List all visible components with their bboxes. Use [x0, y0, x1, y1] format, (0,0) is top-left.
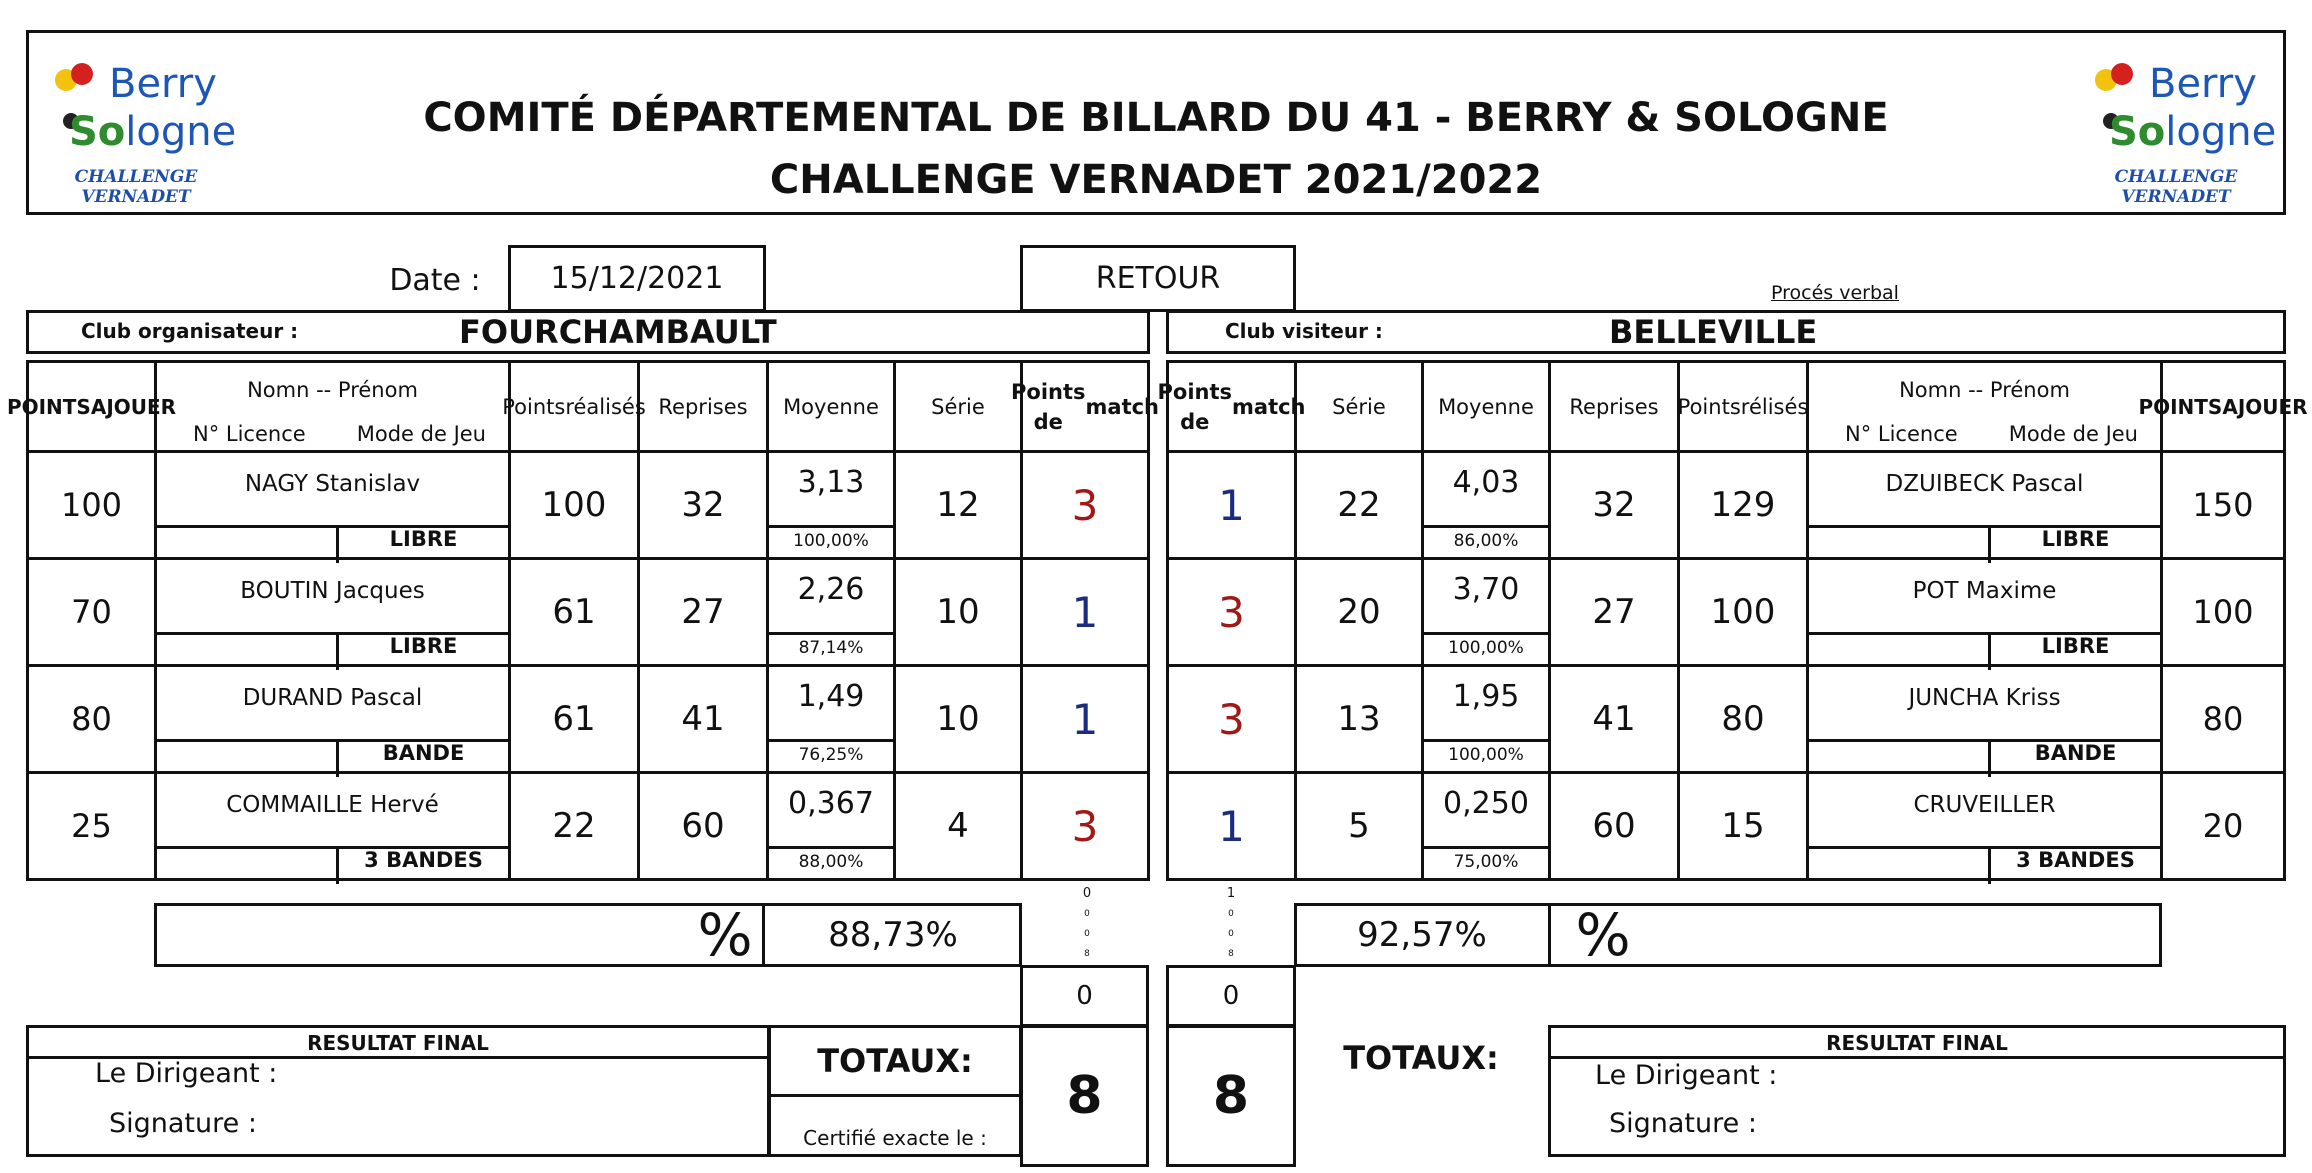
points-realises: 129	[1677, 450, 1809, 560]
points-a-jouer: 80	[2160, 664, 2286, 774]
game-mode: 3 BANDES	[2016, 848, 2135, 872]
reprises: 27	[637, 557, 769, 667]
away-signature-label: Signature :	[1609, 1108, 1757, 1139]
header-moyenne: Moyenne	[766, 360, 896, 453]
logo-word-sologne: Sologne	[2109, 109, 2277, 155]
moyenne-percent: 75,00%	[1453, 852, 1519, 872]
home-dirigeant-label: Le Dirigeant :	[95, 1058, 278, 1089]
player-name-cell	[154, 450, 511, 560]
header-reprises: Reprises	[637, 360, 769, 453]
reprises: 60	[637, 771, 769, 881]
player-name-cell	[1806, 771, 2163, 881]
moyenne-value: 1,95	[1452, 679, 1520, 714]
points-a-jouer: 80	[26, 664, 157, 774]
reprises: 32	[637, 450, 769, 560]
away-total-score: 8	[1166, 1025, 1296, 1167]
logo-tag-challenge: CHALLENGE	[2114, 167, 2238, 187]
points-de-match: 1	[1166, 450, 1297, 560]
away-tiny-counter: 1 0 0 8	[1226, 886, 1236, 959]
away-club-bar	[1166, 310, 2286, 354]
moyenne-cell	[1421, 557, 1551, 667]
player-name-cell	[1806, 557, 2163, 667]
serie: 13	[1294, 664, 1424, 774]
player-name-cell	[154, 557, 511, 667]
header-reprises: Reprises	[1548, 360, 1680, 453]
game-mode: BANDE	[382, 741, 465, 765]
serie: 22	[1294, 450, 1424, 560]
player-name: DZUIBECK Pascal	[1885, 471, 2084, 497]
points-realises: 22	[508, 771, 640, 881]
moyenne-percent: 87,14%	[798, 638, 864, 658]
game-mode: LIBRE	[389, 527, 458, 551]
away-zero-cell: 0	[1166, 965, 1296, 1027]
home-signature-label: Signature :	[109, 1108, 257, 1139]
serie: 10	[893, 557, 1023, 667]
points-de-match: 3	[1020, 771, 1150, 881]
date-field[interactable]: 15/12/2021	[508, 245, 766, 312]
reprises: 32	[1548, 450, 1680, 560]
away-club-label: Club visiteur :	[1225, 319, 1383, 343]
away-result-box	[1548, 1025, 2286, 1157]
player-name-cell	[1806, 664, 2163, 774]
reprises: 41	[1548, 664, 1680, 774]
home-club-name: FOURCHAMBAULT	[459, 313, 777, 351]
date-label: Date :	[389, 262, 481, 298]
page-title: COMITÉ DÉPARTEMENTAL DE BILLARD DU 41 - BERRY & SOLOGNE	[423, 95, 1889, 141]
serie: 5	[1294, 771, 1424, 881]
game-mode: LIBRE	[2041, 527, 2110, 551]
home-total-score: 8	[1020, 1025, 1149, 1167]
player-name: POT Maxime	[1912, 578, 2057, 604]
serie: 20	[1294, 557, 1424, 667]
logo-word-berry: Berry	[2149, 61, 2257, 107]
points-realises: 80	[1677, 664, 1809, 774]
moyenne-percent: 100,00%	[1448, 745, 1524, 765]
logo-tag-vernadet: VERNADET	[81, 187, 191, 207]
moyenne-value: 3,70	[1452, 572, 1520, 607]
home-tiny-counter: 0 0 0 8	[1082, 886, 1092, 959]
moyenne-value: 1,49	[797, 679, 865, 714]
points-de-match: 1	[1020, 557, 1150, 667]
away-dirigeant-label: Le Dirigeant :	[1595, 1060, 1778, 1091]
player-name: DURAND Pascal	[242, 685, 423, 711]
moyenne-cell	[766, 771, 896, 881]
points-de-match: 3	[1166, 557, 1297, 667]
moyenne-percent: 86,00%	[1453, 531, 1519, 551]
game-mode: BANDE	[2034, 741, 2117, 765]
header-points-a-jouer: POINTS A JOUER	[26, 360, 157, 453]
game-mode: 3 BANDES	[364, 848, 483, 872]
header-nom-prenom: Nomn -- Prénom N° Licence Mode de Jeu	[1806, 360, 2163, 453]
home-result-box	[26, 1025, 770, 1157]
moyenne-value: 4,03	[1452, 465, 1520, 500]
player-name-cell	[154, 664, 511, 774]
reprises: 27	[1548, 557, 1680, 667]
away-result-title: RESULTAT FINAL	[1826, 1031, 2008, 1055]
moyenne-percent: 76,25%	[798, 745, 864, 765]
points-realises: 100	[1677, 557, 1809, 667]
home-club-label: Club organisateur :	[81, 319, 299, 343]
points-a-jouer: 100	[26, 450, 157, 560]
totaux-box-home	[768, 1025, 1022, 1157]
home-club-bar	[26, 310, 1150, 354]
moyenne-cell	[766, 450, 896, 560]
player-name-cell	[1806, 450, 2163, 560]
points-a-jouer: 70	[26, 557, 157, 667]
away-percentage: 92,57%	[1357, 915, 1487, 955]
header-points-a-jouer: POINTS A JOUER	[2160, 360, 2286, 453]
leg-field: RETOUR	[1020, 245, 1296, 312]
page-subtitle: CHALLENGE VERNADET 2021/2022	[769, 157, 1543, 203]
points-realises: 61	[508, 557, 640, 667]
serie: 4	[893, 771, 1023, 881]
points-de-match: 1	[1166, 771, 1297, 881]
header-serie: Série	[893, 360, 1023, 453]
red-ball-icon	[71, 63, 93, 85]
home-zero-cell: 0	[1020, 965, 1149, 1027]
header-serie: Série	[1294, 360, 1424, 453]
serie: 10	[893, 664, 1023, 774]
moyenne-cell	[766, 664, 896, 774]
moyenne-percent: 100,00%	[1448, 638, 1524, 658]
serie: 12	[893, 450, 1023, 560]
red-ball-icon	[2111, 63, 2133, 85]
home-result-title: RESULTAT FINAL	[307, 1031, 489, 1055]
logo-word-berry: Berry	[109, 61, 217, 107]
points-a-jouer: 100	[2160, 557, 2286, 667]
logo-tag-challenge: CHALLENGE	[74, 167, 198, 187]
logo-word-sologne: Sologne	[69, 109, 237, 155]
header-moyenne: Moyenne	[1421, 360, 1551, 453]
player-name: JUNCHA Kriss	[1908, 685, 2061, 711]
points-realises: 100	[508, 450, 640, 560]
proces-verbal-link[interactable]: Procés verbal	[1771, 282, 1899, 304]
points-de-match: 1	[1020, 664, 1150, 774]
player-name-cell	[154, 771, 511, 881]
home-percentage: 88,73%	[828, 915, 958, 955]
logo-tag-vernadet: VERNADET	[2121, 187, 2231, 207]
berry-sologne-logo-right	[2081, 43, 2277, 207]
header-nom-prenom: Nomn -- Prénom N° Licence Mode de Jeu	[154, 360, 511, 453]
moyenne-value: 0,250	[1443, 786, 1529, 821]
header-box	[26, 30, 2286, 215]
away-club-name: BELLEVILLE	[1609, 313, 1818, 351]
home-totaux-label: TOTAUX:	[817, 1042, 973, 1080]
certifie-label: Certifié exacte le :	[803, 1126, 987, 1150]
player-name: CRUVEILLER	[1913, 792, 2056, 818]
player-name: COMMAILLE Hervé	[226, 792, 439, 818]
moyenne-cell	[1421, 664, 1551, 774]
reprises: 41	[637, 664, 769, 774]
game-mode: LIBRE	[2041, 634, 2110, 658]
away-percent-symbol: %	[1575, 901, 1631, 969]
points-a-jouer: 150	[2160, 450, 2286, 560]
header-points-realises: Points réalisés	[508, 360, 640, 453]
away-totaux-label: TOTAUX:	[1343, 1039, 1499, 1077]
moyenne-percent: 88,00%	[798, 852, 864, 872]
moyenne-percent: 100,00%	[793, 531, 869, 551]
points-realises: 61	[508, 664, 640, 774]
player-name: NAGY Stanislav	[244, 471, 421, 497]
moyenne-value: 0,367	[788, 786, 874, 821]
header-points-realises: Points rélisés	[1677, 360, 1809, 453]
header-points-de-match: Points de match	[1020, 360, 1150, 453]
home-percent-symbol: %	[697, 901, 753, 969]
moyenne-value: 3,13	[797, 465, 865, 500]
moyenne-value: 2,26	[797, 572, 865, 607]
reprises: 60	[1548, 771, 1680, 881]
points-de-match: 3	[1166, 664, 1297, 774]
moyenne-cell	[1421, 450, 1551, 560]
points-de-match: 3	[1020, 450, 1150, 560]
points-a-jouer: 20	[2160, 771, 2286, 881]
player-name: BOUTIN Jacques	[240, 578, 425, 604]
points-realises: 15	[1677, 771, 1809, 881]
game-mode: LIBRE	[389, 634, 458, 658]
moyenne-cell	[1421, 771, 1551, 881]
points-a-jouer: 25	[26, 771, 157, 881]
header-points-de-match: Points de match	[1166, 360, 1297, 453]
moyenne-cell	[766, 557, 896, 667]
